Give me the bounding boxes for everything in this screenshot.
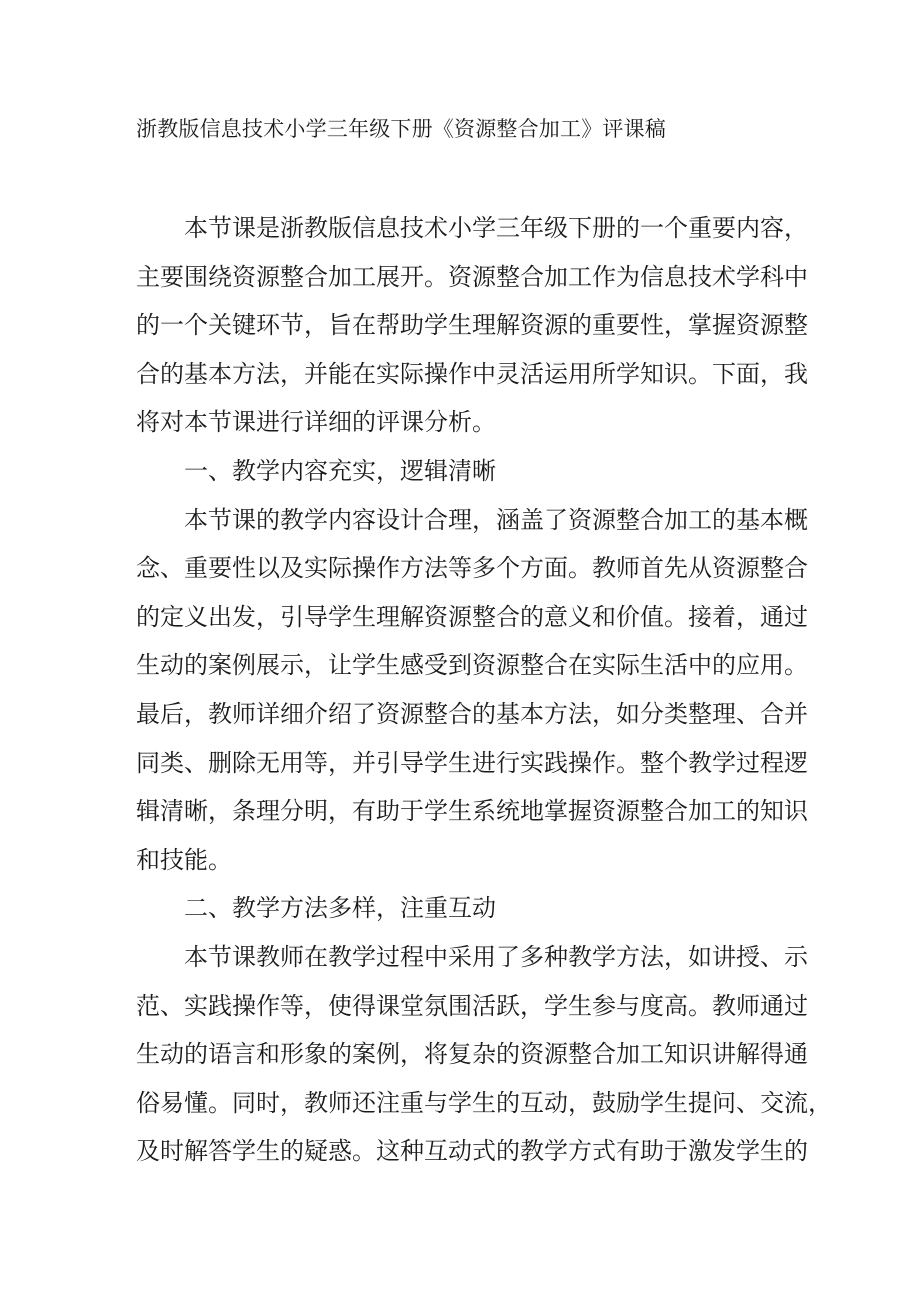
text-line: 最后，教师详细介绍了资源整合的基本方法，如分类整理、合并 — [136, 699, 808, 728]
text-line: 辑清晰，条理分明，有助于学生系统地掌握资源整合加工的知识 — [136, 797, 808, 826]
text-line: 一、教学内容充实，逻辑清晰 — [184, 456, 496, 485]
text-line: 将对本节课进行详细的评课分析。 — [136, 408, 496, 437]
text-line: 本节课的教学内容设计合理，涵盖了资源整合加工的基本概 — [184, 505, 808, 534]
text-line: 主要围绕资源整合加工展开。资源整合加工作为信息技术学科中 — [136, 262, 808, 291]
text-line: 生动的语言和形象的案例，将复杂的资源整合加工知识讲解得通 — [136, 1040, 808, 1069]
text-line: 本节课是浙教版信息技术小学三年级下册的一个重要内容， — [184, 214, 808, 242]
text-line: 和技能。 — [136, 845, 232, 874]
text-line: 同类、删除无用等，并引导学生进行实践操作。整个教学过程逻 — [136, 748, 808, 777]
document-title: 浙教版信息技术小学三年级下册《资源整合加工》评课稿 — [136, 117, 666, 141]
text-line: 念、重要性以及实际操作方法等多个方面。教师首先从资源整合 — [136, 554, 808, 583]
text-line: 二、教学方法多样，注重互动 — [184, 894, 496, 923]
text-line: 及时解答学生的疑惑。这种互动式的教学方式有助于激发学生的 — [136, 1137, 808, 1166]
text-line: 合的基本方法，并能在实际操作中灵活运用所学知识。下面，我 — [136, 359, 808, 388]
text-line: 本节课教师在教学过程中采用了多种教学方法，如讲授、示 — [184, 942, 808, 971]
text-line: 的定义出发，引导学生理解资源整合的意义和价值。接着，通过 — [136, 602, 808, 631]
text-line: 范、实践操作等，使得课堂氛围活跃，学生参与度高。教师通过 — [136, 991, 808, 1020]
document-body — [136, 204, 832, 1176]
text-line: 俗易懂。同时，教师还注重与学生的互动，鼓励学生提问、交流， — [136, 1088, 832, 1117]
text-line: 的一个关键环节，旨在帮助学生理解资源的重要性，掌握资源整 — [136, 311, 808, 340]
text-line: 生动的案例展示，让学生感受到资源整合在实际生活中的应用。 — [136, 651, 808, 680]
